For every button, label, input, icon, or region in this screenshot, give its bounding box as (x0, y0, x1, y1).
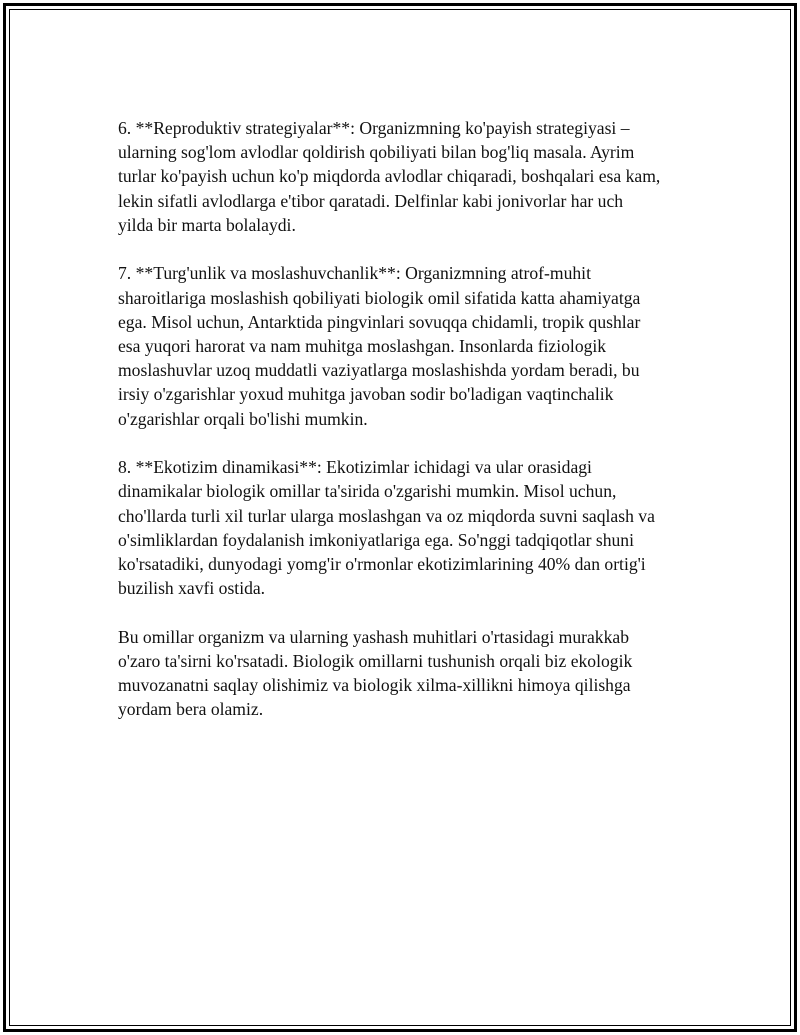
document-body (118, 116, 693, 746)
paragraph-conclusion: Bu omillar organizm va ularning yashash muhitlari o'rtasidagi murakkab o'zaro ta'sirni ko'rsatadi. Biologik omillarni tushunish orqali biz ekologik muvozanatni saqlay olishimiz va biologik xilma-xillikni himoya qilishga yordam bera olamiz. (118, 626, 633, 720)
paragraph-ecosystem-dynamics: 8. **Ekotizim dinamikasi**: Ekotizimlar ichidagi va ular orasidagi dinamikalar biologik omillar ta'sirida o'zgarishi mumkin. Misol uchun, cho'llarda turli xil turlar ularga moslashgan va oz miqdorda suvni saqlash va o'simliklardan foydalanish imkoniyatlariga ega. So'nggi tadqiqotlar shuni ko'rsatadiki, dunyodagi yomg'ir o'rmonlar ekotizimlarining 40% dan ortig'i buzilish xavfi ostida. (118, 457, 655, 599)
paragraph-resilience-adaptability: 7. **Turg'unlik va moslashuvchanlik**: Organizmning atrof-muhit sharoitlariga moslashish qobiliyati biologik omil sifatida katta ahamiyatga ega. Misol uchun, Antarktida pingvinlari sovuqqa chidamli, tropik qushlar esa yuqori harorat va nam muhitga moslashgan. Insonlarda fiziologik moslashuvlar uzoq muddatli vaziyatlarga moslashishda yordam beradi, bu irsiy o'zgarishlar yoxud muhitga javoban sodir bo'ladigan vaqtinchalik o'zgarishlar orqali bo'lishi mumkin. (118, 263, 641, 429)
paragraph-reproductive-strategies: 6. **Reproduktiv strategiyalar**: Organizmning ko'payish strategiyasi – ularning sog'lom avlodlar qoldirish qobiliyati bilan bog'liq masala. Ayrim turlar ko'payish uchun ko'p miqdorda avlodlar chiqaradi, boshqalari esa kam, lekin sifatli avlodlarga e'tibor qaratadi. Delfinlar kabi jonivorlar har uch yilda bir marta bolalaydi. (118, 118, 661, 235)
